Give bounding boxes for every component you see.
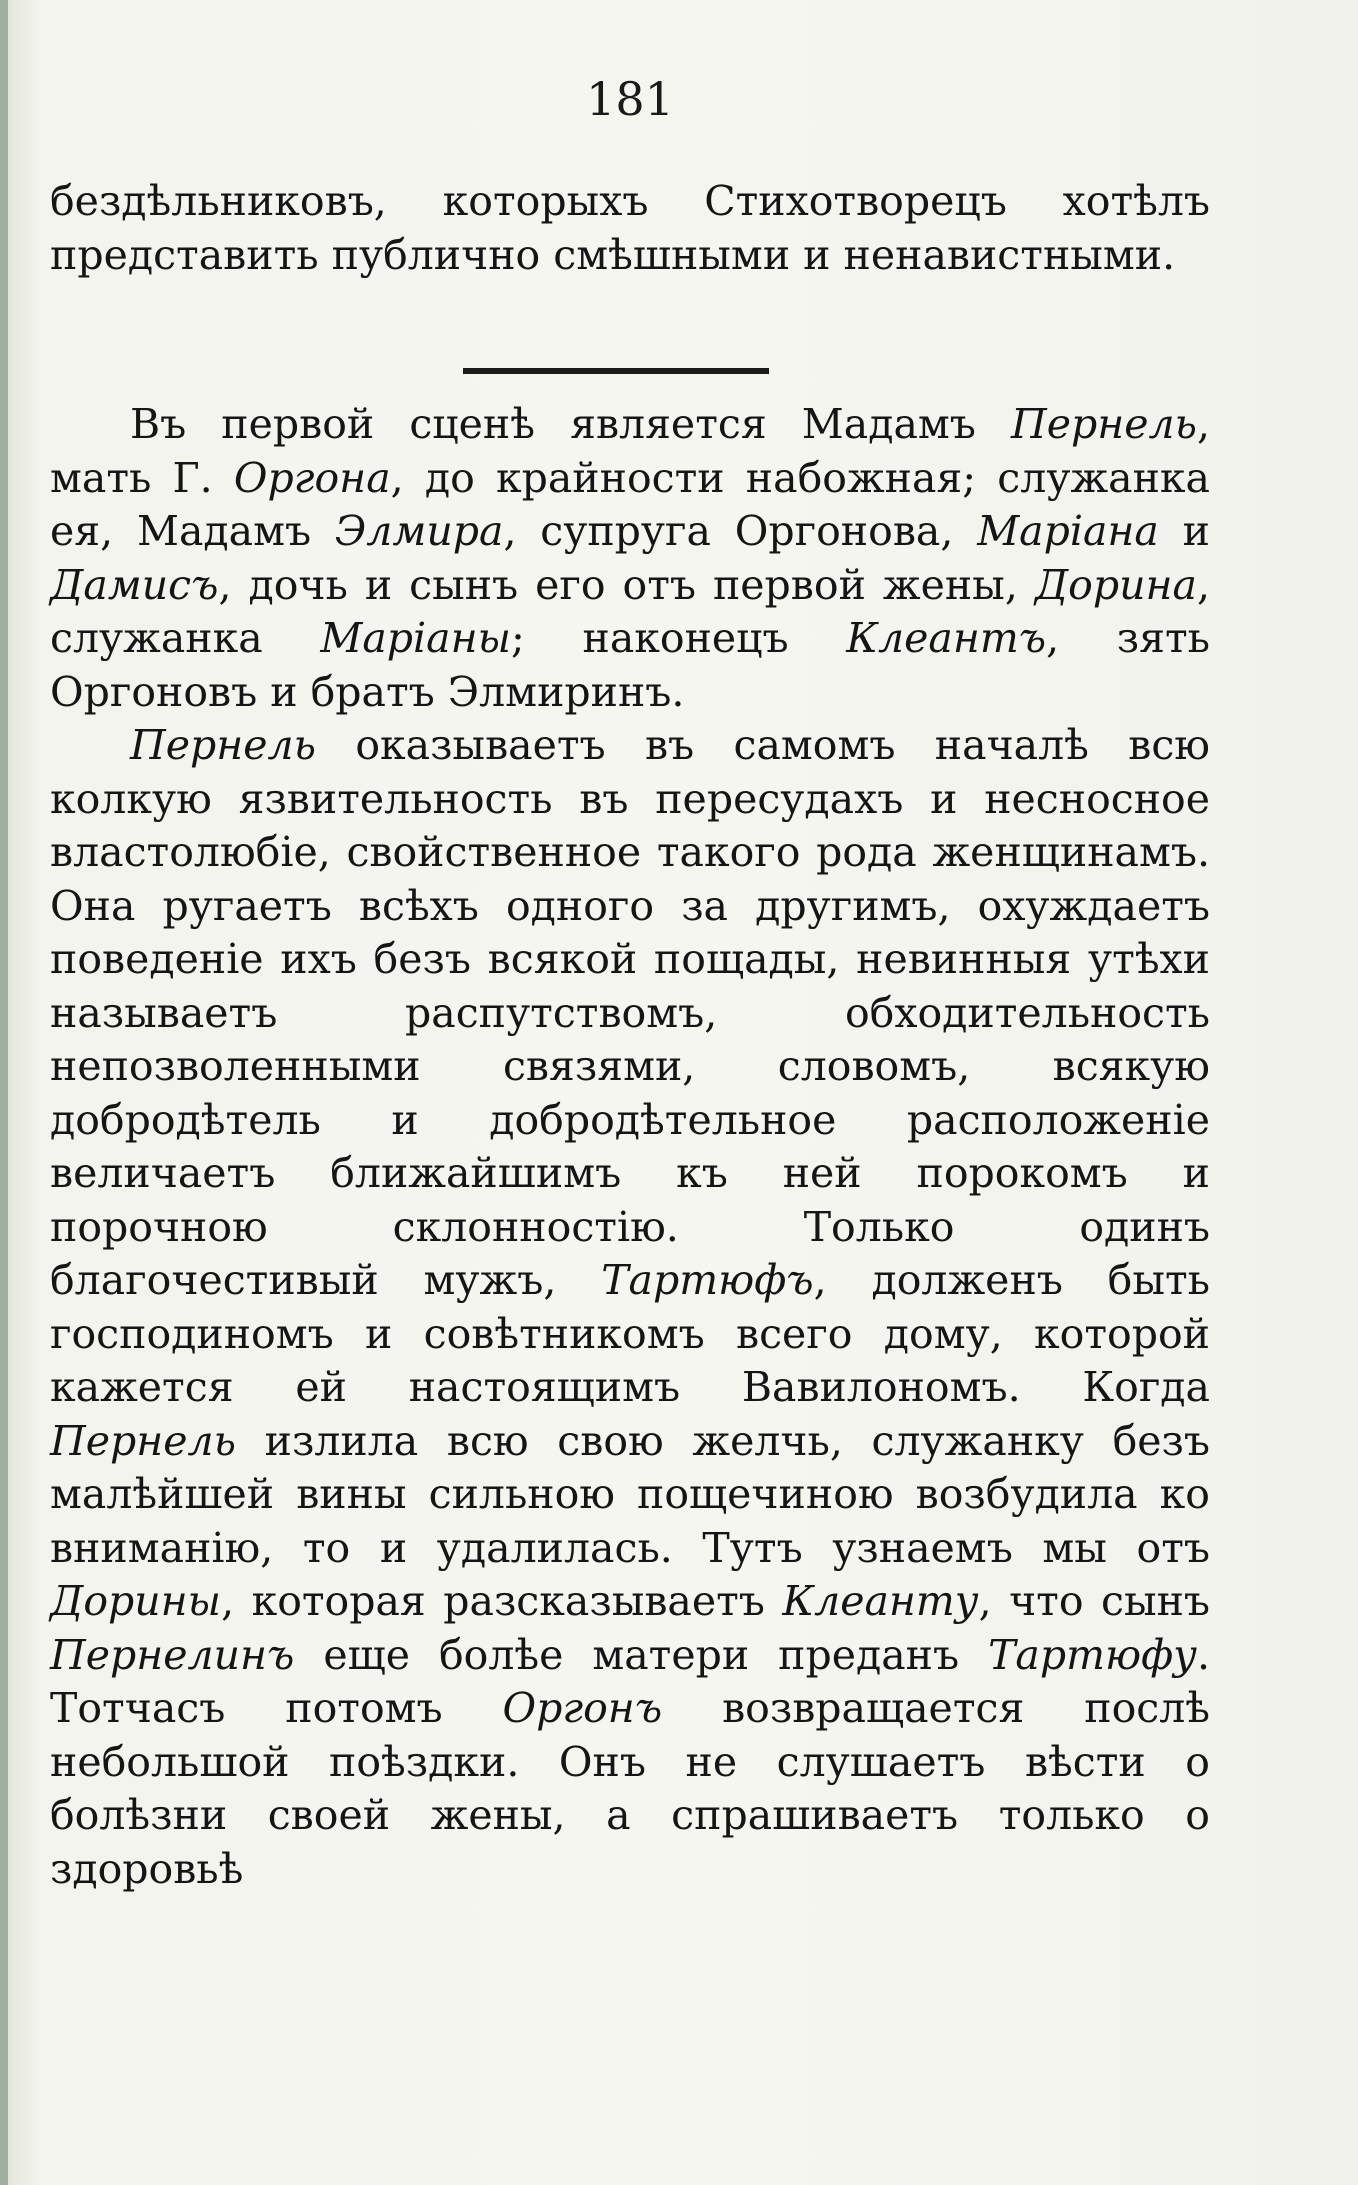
text-segment: , зять Оргоновъ и братъ Элмиринъ. [50, 614, 1210, 716]
character-name: Клеантъ [846, 614, 1047, 662]
text-segment: , супруга Оргонова, [503, 507, 978, 555]
text-segment: , что сынъ [978, 1577, 1211, 1625]
paragraph-pernel [50, 719, 1210, 1896]
character-name: Пернелинъ [50, 1630, 295, 1679]
page-edge [0, 0, 8, 2185]
intro-text [50, 175, 1210, 282]
paragraph-characters [50, 398, 1210, 719]
text-segment: ; наконецъ [511, 614, 847, 662]
character-name: Маріана [977, 507, 1159, 555]
character-name: Дорины [50, 1577, 222, 1625]
character-name: Дамисъ [50, 560, 219, 609]
text-segment: излила всю свою желчь, служанку безъ малѣйшей вины сильною пощечиною возбудила ко вниманію, то и удалилась. Тутъ узнаемъ мы отъ [50, 1416, 1210, 1572]
text-segment: , долженъ быть господиномъ и совѣтникомъ всего дому, которой кажется ей настоящимъ Вавилономъ. Когда [50, 1256, 1210, 1411]
character-name: Тартюфъ [601, 1256, 814, 1304]
intro-paragraph: бездѣльниковъ, которыхъ Стихотворецъ хотѣлъ представить публично смѣшными и ненавистными. [50, 177, 1210, 279]
character-name: Пернель [1010, 400, 1197, 448]
text-segment: , мать Г. [50, 400, 1210, 502]
character-name: Пернель [50, 1416, 236, 1465]
section-divider [463, 368, 769, 374]
character-name: Дорина [1034, 560, 1197, 609]
text-segment: , которая разсказываетъ [221, 1577, 783, 1625]
text-segment: , дочь и сынъ его отъ первой жены, [218, 560, 1035, 609]
body-text [50, 398, 1210, 1896]
text-segment: и [1158, 507, 1211, 555]
character-name: Маріаны [320, 614, 512, 662]
text-segment: Въ первой сценѣ является Мадамъ [130, 400, 1011, 448]
character-name: Элмира [334, 507, 504, 555]
text-segment: возвращается послѣ небольшой поѣздки. Онъ не слушаетъ вѣсти о болѣзни своей жены, а спрашиваетъ только о здоровьѣ [50, 1684, 1211, 1893]
text-segment: . Тотчасъ потомъ [50, 1630, 1210, 1732]
character-name: Пернель [130, 721, 316, 769]
character-name: Клеанту [782, 1577, 979, 1625]
character-name: Тартюфу [988, 1630, 1197, 1679]
text-segment: еще болѣе матери преданъ [294, 1630, 989, 1679]
text-segment: , служанка [50, 560, 1210, 662]
text-segment: оказываетъ въ самомъ началѣ всю колкую язвительность въ пересудахъ и несносное властолюбіе, свойственное такого рода женщинамъ. Она ругаетъ всѣхъ одного за другимъ, охуждаетъ поведеніе ихъ безъ всякой пощады, невинныя утѣхи называетъ распутствомъ, обходительность непозволенными связями, словомъ, всякую добродѣтель и добродѣтельное расположеніе величаетъ ближайшимъ къ ней порокомъ и порочною склонностію. Только одинъ благочестивый мужъ, [50, 721, 1210, 1304]
character-name: Оргона [233, 453, 391, 502]
text-segment: , до крайности набожная; служанка ея, Мадамъ [50, 453, 1210, 555]
character-name: Оргонъ [502, 1684, 663, 1732]
page-number: 181 [586, 72, 674, 126]
